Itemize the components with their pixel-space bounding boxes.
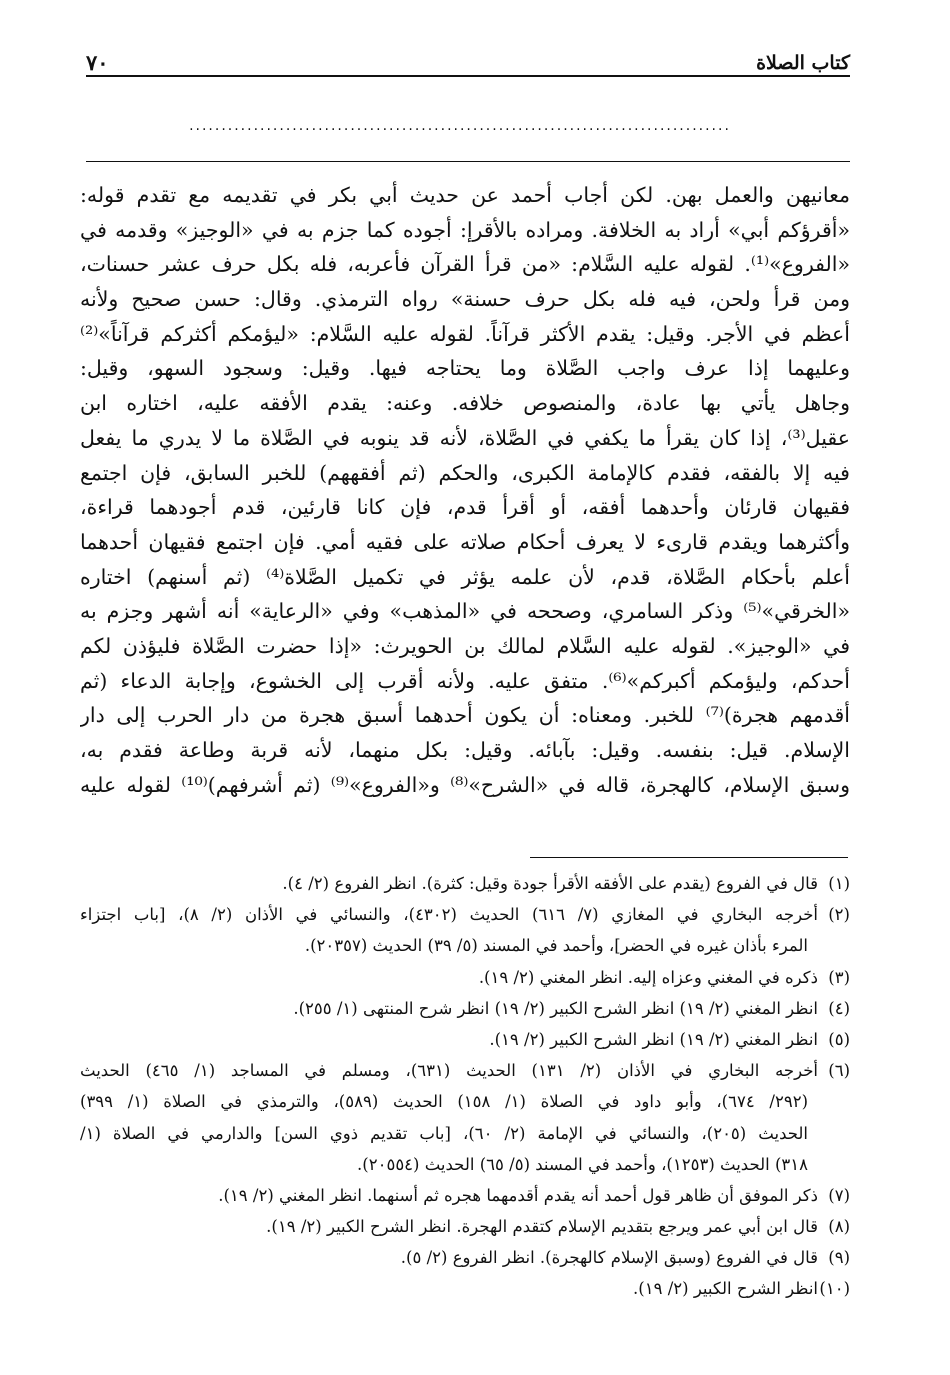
text-line: «الخرقي»⁽⁵⁾ وذكر السامري، وصححه في «المذهب» وفي «الرعاية» أنه أشهر وجزم به	[80, 599, 850, 624]
page-number: ٧٠	[86, 50, 109, 75]
text-line: أعظم في الأجر. وقيل: يقدم الأكثر قرآناً. لقوله عليه السَّلام: «ليؤمكم أكثركم قرآناً»⁽²⁾	[80, 321, 850, 346]
footnote-text: ذكره في المغني وعزاه إليه. انظر المغني (٢/ ١٩).	[478, 967, 818, 987]
text-line: في «الوجيز». لقوله عليه السَّلام لمالك بن الحويرث: «إذا حضرت الصَّلاة فليؤذن لكم	[80, 633, 850, 658]
text-line: «أقرؤكم أبي» أراد به الخلافة. ومراده بالأقرإ: أجوده كما جزم به في «الوجيز» وقدمه في	[80, 217, 850, 242]
text-line: وأكثرهما ويقدم قارىء لا يعرف أحكام صلاته على فقيه أمي. فإن اجتمع فقيهان أحدهما	[80, 529, 850, 554]
footnote-rule	[530, 857, 848, 858]
running-header	[86, 48, 850, 88]
footnote-text: قال في الفروع (وسبق الإسلام كالهجرة). انظر الفروع (٢/ ٥).	[400, 1248, 818, 1268]
footnotes	[80, 868, 850, 1305]
footnote-line	[80, 1024, 850, 1055]
footnote-line	[80, 1055, 850, 1086]
footnote-text: قال في الفروع (يقدم على الأفقه الأقرأ جودة وقيل: كثرة). انظر الفروع (٢/ ٤).	[282, 874, 818, 893]
dotted-separator: ....................................................................................	[189, 118, 731, 134]
footnote-line	[80, 1180, 850, 1211]
text-line: أقدمهم هجرة)⁽⁷⁾ للخبر. ومعناه: أن يكون أحدهما أسبق هجرة من دار الحرب إلى دار	[80, 703, 850, 728]
footnote-line	[80, 1242, 850, 1273]
text-line: عقيل⁽³⁾، إذا كان يقرأ ما يكفي في الصَّلاة، لأنه قد ينوبه في الصَّلاة ما لا يدري ما يفعل	[80, 425, 850, 450]
section-rule	[86, 161, 850, 162]
text-line: وسبق الإسلام، كالهجرة، قاله في «الشرح»⁽⁸⁾ و«الفروع»⁽⁹⁾ (ثم أشرفهم)⁽¹⁰⁾ لقوله عليه	[80, 772, 850, 797]
footnote-text: الحديث (٢٠٥)، والنسائي في الإمامة (٢/ ٦٠)، [باب تقديم ذوي السن] والدارمي في الصلاة (١/	[80, 1123, 808, 1143]
footnote-line	[80, 899, 850, 930]
text-line: وعليهما إذا عرف واجب الصَّلاة وما يحتاجه فيها. وقيل: وسجود السهو، وقيل:	[80, 356, 850, 381]
footnote-line	[80, 962, 850, 993]
footnote-line	[80, 993, 850, 1024]
text-line: «الفروع»⁽¹⁾. لقوله عليه السَّلام: «من قرأ القرآن فأعربه، فله بكل حرف عشر حسنات،	[80, 252, 850, 277]
footnote-line	[80, 1149, 850, 1180]
footnote-number: (٦)	[828, 1061, 850, 1081]
footnote-line	[80, 930, 850, 961]
footnote-number: (٨)	[828, 1217, 850, 1237]
footnote-number: (٣)	[828, 967, 850, 987]
footnote-line	[80, 1211, 850, 1242]
footnote-number: (١)	[828, 874, 850, 893]
footnote-text: قال ابن أبي عمر ويرجع بتقديم الإسلام كتقدم الهجرة. انظر الشرح الكبير (٢/ ١٩).	[266, 1217, 818, 1237]
footnote-number: (١٠)	[819, 1279, 850, 1299]
footnote-text: ٣١٨) الحديث (١٢٥٣)، وأحمد في المسند (٥/ ٦٥) الحديث (٢٠٥٥٤).	[357, 1154, 808, 1174]
text-line: فيه إلا بالفقه، فقدم كالإمامة الكبرى، والحكم (ثم أفقههم) للخبر السابق، فإن اجتمع	[80, 460, 850, 485]
text-line: أحدكم، وليؤمكم أكبركم»⁽⁶⁾. متفق عليه. ولأنه أقرب إلى الخشوع، وإجابة الدعاء (ثم	[80, 668, 850, 693]
text-line: معانيهن والعمل بهن. لكن أجاب أحمد عن حديث أبي بكر في تقديمه مع تقدم قوله:	[80, 183, 850, 207]
footnote-text: أخرجه البخاري في المغازي (٧/ ٦١٦) الحديث (٤٣٠٢)، والنسائي في الأذان (٢/ ٨)، [باب اجتزاء	[80, 905, 818, 925]
footnote-number: (٧)	[828, 1185, 850, 1205]
chapter-title: كتاب الصلاة	[756, 52, 850, 74]
footnote-text: انظر المغني (٢/ ١٩) انظر الشرح الكبير (٢/ ١٩).	[489, 1029, 818, 1049]
footnote-line	[80, 1118, 850, 1149]
footnote-number: (٩)	[828, 1248, 850, 1268]
main-text	[80, 178, 850, 802]
footnote-text: انظر الشرح الكبير (٢/ ١٩).	[633, 1279, 818, 1299]
footnote-number: (٤)	[828, 998, 850, 1018]
text-line: فقيهان قارئان وأحدهما أفقه، أو أقرأ قدم، فإن كانا قارئين، قدم أجودهما قراءة،	[80, 495, 850, 520]
footnote-line	[80, 1086, 850, 1117]
footnote-text: ذكر الموفق أن ظاهر قول أحمد أنه يقدم أقدمهما هجره ثم أسنهما. انظر المغني (٢/ ١٩).	[218, 1185, 818, 1205]
footnote-text: (٢٩٢/ ٦٧٤)، وأبو داود في الصلاة (١/ ١٥٨) الحديث (٥٨٩)، والترمذي في الصلاة (١/ ٣٩٩)	[80, 1092, 808, 1112]
footnote-line	[80, 868, 850, 899]
text-line: ومن قرأ ولحن، فيه فله بكل حرف حسنة» رواه الترمذي. وقال: حسن صحيح ولأنه	[80, 287, 850, 312]
footnote-line	[80, 1273, 850, 1304]
footnote-number: (٢)	[828, 905, 850, 925]
header-rule	[86, 75, 850, 77]
text-line: الإسلام. قيل: بنفسه. وقيل: بآبائه. وقيل: بكل منهما، لأنه قربة وطاعة فقدم به،	[80, 738, 850, 762]
text-line: وجاهل يأتي بها عادة، والمنصوص خلافه. وعنه: يقدم الأفقه عليه، اختاره ابن	[80, 391, 850, 416]
footnote-number: (٥)	[828, 1029, 850, 1049]
footnote-text: أخرجه البخاري في الأذان (٢/ ١٣١) الحديث (٦٣١)، ومسلم في المساجد (١/ ٤٦٥) الحديث	[80, 1061, 819, 1081]
footnote-text: انظر المغني (٢/ ١٩) انظر الشرح الكبير (٢/ ١٩) انظر شرح المنتهى (١/ ٢٥٥).	[293, 998, 818, 1018]
footnote-text: المرء بأذان غيره في الحضر]، وأحمد في المسند (٥/ ٣٩) الحديث (٢٠٣٥٧).	[304, 936, 808, 956]
text-line: أعلم بأحكام الصَّلاة، قدم، لأن علمه يؤثر في تكميل الصَّلاة⁽⁴⁾ (ثم أسنهم) اختاره	[80, 564, 850, 589]
